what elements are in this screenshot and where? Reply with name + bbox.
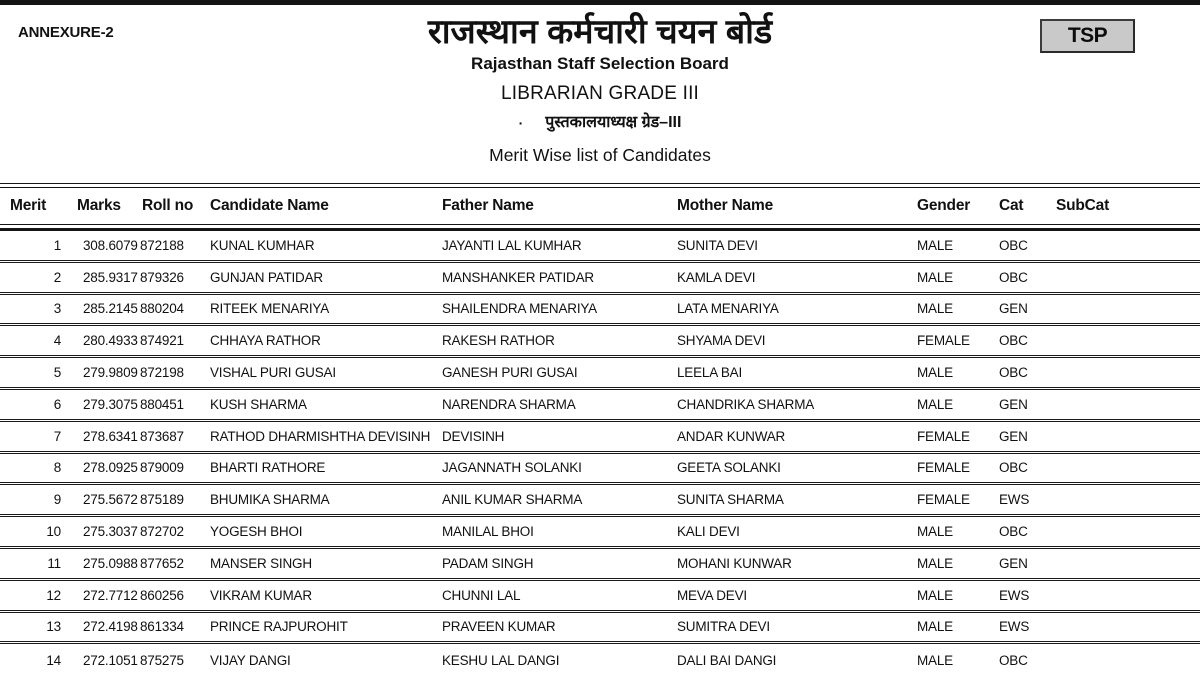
merit-table	[0, 183, 1200, 675]
father-name-cell: ANIL KUMAR SHARMA	[442, 492, 583, 508]
col-header-subcat: SubCat	[1056, 197, 1110, 214]
cat-cell: EWS	[999, 619, 1030, 635]
marks-cell: 285.9317	[83, 269, 138, 285]
marks-cell: 272.4198	[83, 619, 138, 635]
top-border-bar	[0, 0, 1200, 5]
father-name-cell: RAKESH RATHOR	[442, 333, 555, 349]
gender-cell: MALE	[917, 237, 953, 253]
marks-cell: 275.0988	[83, 555, 138, 571]
col-header-candidate-name: Candidate Name	[210, 197, 329, 214]
tsp-badge-label: TSP	[1067, 24, 1108, 47]
candidate-name-cell: VIKRAM KUMAR	[210, 587, 312, 603]
marks-cell: 308.6079	[83, 237, 138, 253]
father-name-cell: GANESH PURI GUSAI	[442, 365, 578, 381]
cat-cell: OBC	[999, 237, 1028, 253]
marks-cell: 285.2145	[83, 301, 138, 317]
roll-no-cell: 879009	[140, 460, 184, 476]
mother-name-cell: ANDAR KUNWAR	[677, 428, 786, 444]
merit-cell: 13	[46, 619, 61, 635]
father-name-cell: JAGANNATH SOLANKI	[442, 460, 582, 476]
table-header-bottom-rule	[0, 224, 1200, 231]
document-header	[0, 12, 1200, 165]
cat-cell: OBC	[999, 460, 1028, 476]
roll-no-cell: 860256	[140, 587, 184, 603]
post-title-english: LIBRARIAN GRADE III	[500, 83, 700, 104]
candidate-name-cell: BHUMIKA SHARMA	[210, 492, 330, 508]
post-title-hindi	[0, 113, 1200, 133]
father-name-cell: PRAVEEN KUMAR	[442, 619, 556, 635]
annexure-label: ANNEXURE-2	[18, 24, 114, 41]
candidate-name-cell: BHARTI RATHORE	[210, 460, 326, 476]
cat-cell: GEN	[999, 396, 1028, 412]
merit-cell: 10	[46, 524, 61, 540]
merit-cell: 2	[53, 269, 61, 285]
father-name-cell: MANSHANKER PATIDAR	[442, 269, 594, 285]
small-dot-mark: ·	[518, 115, 524, 131]
merit-cell: 4	[53, 333, 61, 349]
col-header-mother-name: Mother Name	[677, 197, 773, 214]
candidate-name-cell: RATHOD DHARMISHTHA DEVISINH	[210, 428, 431, 444]
marks-cell: 272.1051	[83, 652, 138, 668]
board-title-hindi: राजस्थान कर्मचारी चयन बोर्ड	[427, 13, 773, 51]
roll-no-cell: 874921	[140, 333, 184, 349]
marks-cell: 278.6341	[83, 428, 138, 444]
mother-name-cell: LATA MENARIYA	[677, 301, 779, 317]
gender-cell: MALE	[917, 365, 953, 381]
father-name-cell: MANILAL BHOI	[442, 524, 534, 540]
candidate-name-cell: VISHAL PURI GUSAI	[210, 365, 336, 381]
mother-name-cell: CHANDRIKA SHARMA	[677, 396, 815, 412]
merit-cell: 9	[53, 492, 61, 508]
marks-cell: 279.9809	[83, 365, 138, 381]
merit-cell: 14	[46, 652, 61, 668]
col-header-father-name: Father Name	[442, 197, 534, 214]
merit-cell: 11	[47, 555, 61, 571]
gender-cell: FEMALE	[917, 428, 970, 444]
candidate-name-cell: VIJAY DANGI	[210, 652, 291, 668]
gender-cell: MALE	[917, 587, 953, 603]
table-row	[0, 326, 1200, 358]
merit-cell: 5	[53, 365, 61, 381]
merit-cell: 12	[46, 587, 61, 603]
cat-cell: OBC	[999, 269, 1028, 285]
roll-no-cell: 872188	[140, 237, 184, 253]
roll-no-cell: 877652	[140, 555, 184, 571]
gender-cell: FEMALE	[917, 460, 970, 476]
mother-name-cell: SHYAMA DEVI	[677, 333, 766, 349]
col-header-cat: Cat	[999, 197, 1024, 214]
gender-cell: MALE	[917, 555, 953, 571]
table-row	[0, 485, 1200, 517]
table-row	[0, 613, 1200, 645]
table-row	[0, 454, 1200, 486]
table-row	[0, 231, 1200, 263]
father-name-cell: DEVISINH	[442, 428, 505, 444]
cat-cell: GEN	[999, 555, 1028, 571]
candidate-name-cell: RITEEK MENARIYA	[210, 301, 330, 317]
col-header-gender: Gender	[917, 197, 971, 214]
col-header-merit: Merit	[10, 197, 47, 214]
cat-cell: OBC	[999, 365, 1028, 381]
cat-cell: EWS	[999, 492, 1030, 508]
marks-cell: 272.7712	[83, 587, 138, 603]
mother-name-cell: GEETA SOLANKI	[677, 460, 781, 476]
gender-cell: MALE	[917, 524, 953, 540]
marks-cell: 275.3037	[83, 524, 138, 540]
merit-cell: 7	[53, 428, 61, 444]
list-title: Merit Wise list of Candidates	[489, 145, 711, 165]
merit-cell: 8	[53, 460, 61, 476]
father-name-cell: JAYANTI LAL KUMHAR	[442, 237, 582, 253]
gender-cell: MALE	[917, 619, 953, 635]
gender-cell: FEMALE	[917, 333, 970, 349]
roll-no-cell: 875275	[140, 652, 184, 668]
father-name-cell: PADAM SINGH	[442, 555, 534, 571]
gender-cell: FEMALE	[917, 492, 970, 508]
gender-cell: MALE	[917, 269, 953, 285]
table-row	[0, 263, 1200, 295]
candidate-name-cell: KUSH SHARMA	[210, 396, 307, 412]
roll-no-cell: 872198	[140, 365, 184, 381]
mother-name-cell: KAMLA DEVI	[677, 269, 756, 285]
father-name-cell: KESHU LAL DANGI	[442, 652, 560, 668]
cat-cell: GEN	[999, 301, 1028, 317]
table-row	[0, 581, 1200, 613]
marks-cell: 280.4933	[83, 333, 138, 349]
roll-no-cell: 875189	[140, 492, 184, 508]
cat-cell: EWS	[999, 587, 1030, 603]
mother-name-cell: DALI BAI DANGI	[677, 652, 777, 668]
merit-cell: 6	[53, 396, 61, 412]
roll-no-cell: 879326	[140, 269, 184, 285]
mother-name-cell: LEELA BAI	[677, 365, 742, 381]
mother-name-cell: SUMITRA DEVI	[677, 619, 770, 635]
cat-cell: GEN	[999, 428, 1028, 444]
col-header-roll-no: Roll no	[142, 197, 194, 214]
roll-no-cell: 873687	[140, 428, 184, 444]
col-header-marks: Marks	[77, 197, 121, 214]
roll-no-cell: 872702	[140, 524, 184, 540]
father-name-cell: CHUNNI LAL	[442, 587, 521, 603]
candidate-name-cell: GUNJAN PATIDAR	[210, 269, 323, 285]
table-row	[0, 549, 1200, 581]
gender-cell: MALE	[917, 652, 953, 668]
roll-no-cell: 861334	[140, 619, 184, 635]
table-row	[0, 422, 1200, 454]
candidate-name-cell: PRINCE RAJPUROHIT	[210, 619, 348, 635]
marks-cell: 275.5672	[83, 492, 138, 508]
post-title-hindi-text: पुस्तकालयाध्यक्ष ग्रेड–III	[545, 114, 682, 131]
table-header-row	[0, 188, 1200, 224]
gender-cell: MALE	[917, 301, 953, 317]
cat-cell: OBC	[999, 333, 1028, 349]
gender-cell: MALE	[917, 396, 953, 412]
merit-cell: 3	[53, 301, 61, 317]
cat-cell: OBC	[999, 524, 1028, 540]
table-row	[0, 358, 1200, 390]
table-row	[0, 644, 1200, 675]
table-row	[0, 517, 1200, 549]
candidate-name-cell: KUNAL KUMHAR	[210, 237, 315, 253]
mother-name-cell: MEVA DEVI	[677, 587, 747, 603]
merit-cell: 1	[53, 237, 61, 253]
roll-no-cell: 880204	[140, 301, 184, 317]
father-name-cell: NARENDRA SHARMA	[442, 396, 576, 412]
table-row	[0, 295, 1200, 327]
marks-cell: 278.0925	[83, 460, 138, 476]
table-row	[0, 390, 1200, 422]
mother-name-cell: MOHANI KUNWAR	[677, 555, 792, 571]
cat-cell: OBC	[999, 652, 1028, 668]
marks-cell: 279.3075	[83, 396, 138, 412]
roll-no-cell: 880451	[140, 396, 184, 412]
candidate-name-cell: CHHAYA RATHOR	[210, 333, 321, 349]
candidate-name-cell: YOGESH BHOI	[210, 524, 303, 540]
candidate-name-cell: MANSER SINGH	[210, 555, 312, 571]
mother-name-cell: KALI DEVI	[677, 524, 740, 540]
father-name-cell: SHAILENDRA MENARIYA	[442, 301, 597, 317]
mother-name-cell: SUNITA DEVI	[677, 237, 758, 253]
mother-name-cell: SUNITA SHARMA	[677, 492, 784, 508]
board-title-english: Rajasthan Staff Selection Board	[471, 54, 729, 73]
